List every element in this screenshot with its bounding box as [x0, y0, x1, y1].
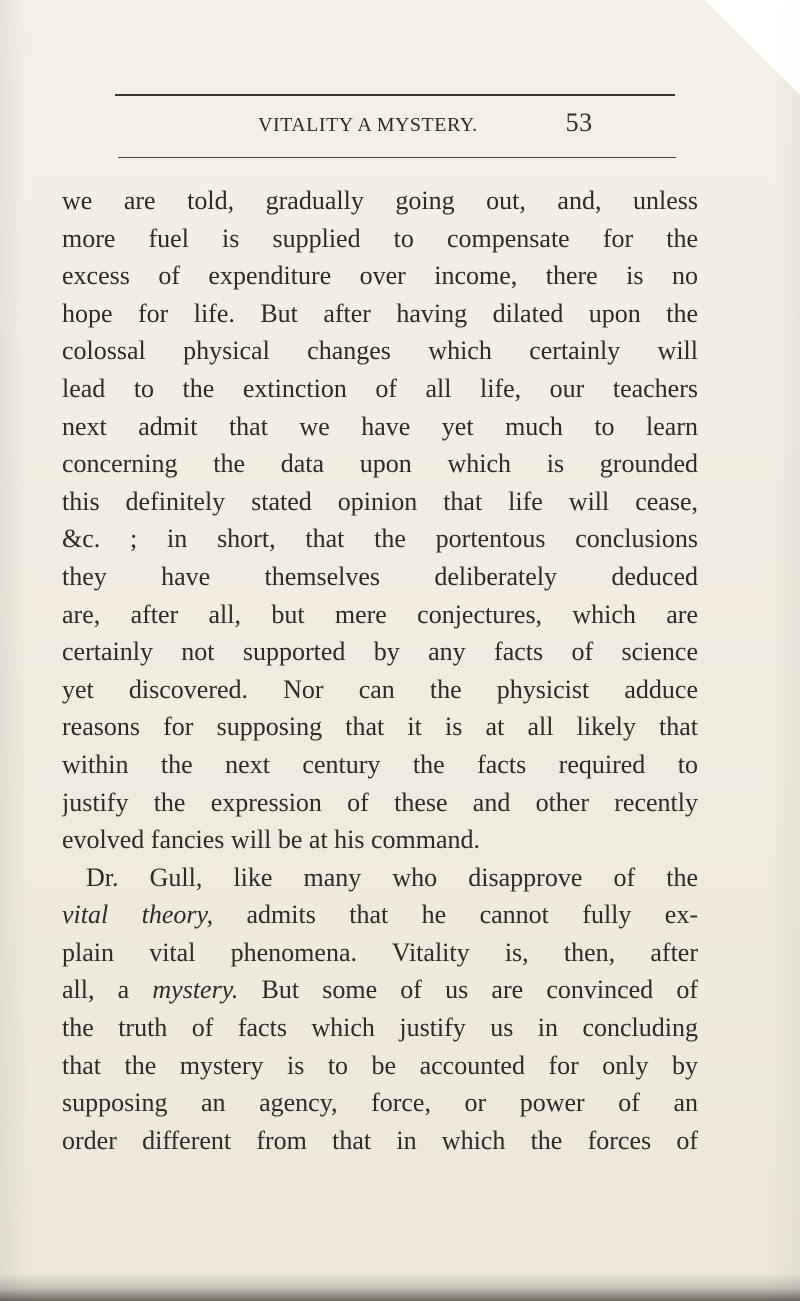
text-line: within the next century the facts required to: [62, 749, 698, 779]
running-title: VITALITY A MYSTERY.: [258, 114, 478, 136]
text-line: we are told, gradually going out, and, unless: [62, 186, 698, 215]
text-line: &c. ; in short, that the portentous conclusions: [62, 524, 698, 554]
text-line: lead to the extinction of all life, our teachers: [62, 373, 698, 403]
paragraph-line: that the mystery is to be accounted for only by: [62, 1050, 698, 1080]
text-line: reasons for supposing that it is at all likely that: [62, 712, 698, 742]
text-fragment: all, a: [62, 975, 153, 1005]
text-line: colossal physical changes which certainly will: [62, 336, 698, 366]
page-header: [258, 110, 593, 137]
text-line: yet discovered. Nor can the physicist adduce: [62, 674, 698, 704]
body-text: [62, 182, 698, 1159]
italic-phrase: vital theory,: [62, 900, 214, 930]
paragraph-line: [62, 896, 698, 934]
paragraph-line: [62, 971, 698, 1009]
paragraph-line: plain vital phenomena. Vitality is, then, after: [62, 937, 698, 967]
paragraph-line: supposing an agency, force, or power of an: [62, 1088, 698, 1118]
text-fragment: But some of us are convinced of: [238, 975, 698, 1005]
text-line: more fuel is supplied to compensate for the: [62, 223, 698, 253]
text-line: certainly not supported by any facts of science: [62, 637, 698, 667]
text-fragment: admits that he cannot fully ex-: [213, 900, 698, 930]
corner-fold: [705, 0, 800, 95]
text-line: this definitely stated opinion that life will cease,: [62, 486, 698, 516]
paragraph-line: the truth of facts which justify us in concluding: [62, 1013, 698, 1043]
text-line: justify the expression of these and other recently: [62, 787, 698, 817]
text-line: excess of expenditure over income, there is no: [62, 261, 698, 291]
text-line: hope for life. But after having dilated upon the: [62, 298, 698, 328]
italic-phrase: mystery.: [152, 975, 239, 1005]
page-edge-shadow: [0, 1273, 800, 1301]
paragraph-line: order different from that in which the forces of: [62, 1125, 698, 1155]
header-top-rule: [115, 94, 675, 96]
text-line: next admit that we have yet much to learn: [62, 411, 698, 441]
text-line: are, after all, but mere conjectures, which are: [62, 599, 698, 629]
text-line: they have themselves deliberately deduced: [62, 561, 698, 591]
header-bottom-rule: [118, 157, 676, 158]
text-line: evolved fancies will be at his command.: [62, 825, 481, 855]
text-line: concerning the data upon which is grounded: [62, 449, 698, 479]
page-number: 53: [565, 108, 593, 137]
paragraph-line: Dr. Gull, like many who disapprove of the: [86, 862, 698, 892]
